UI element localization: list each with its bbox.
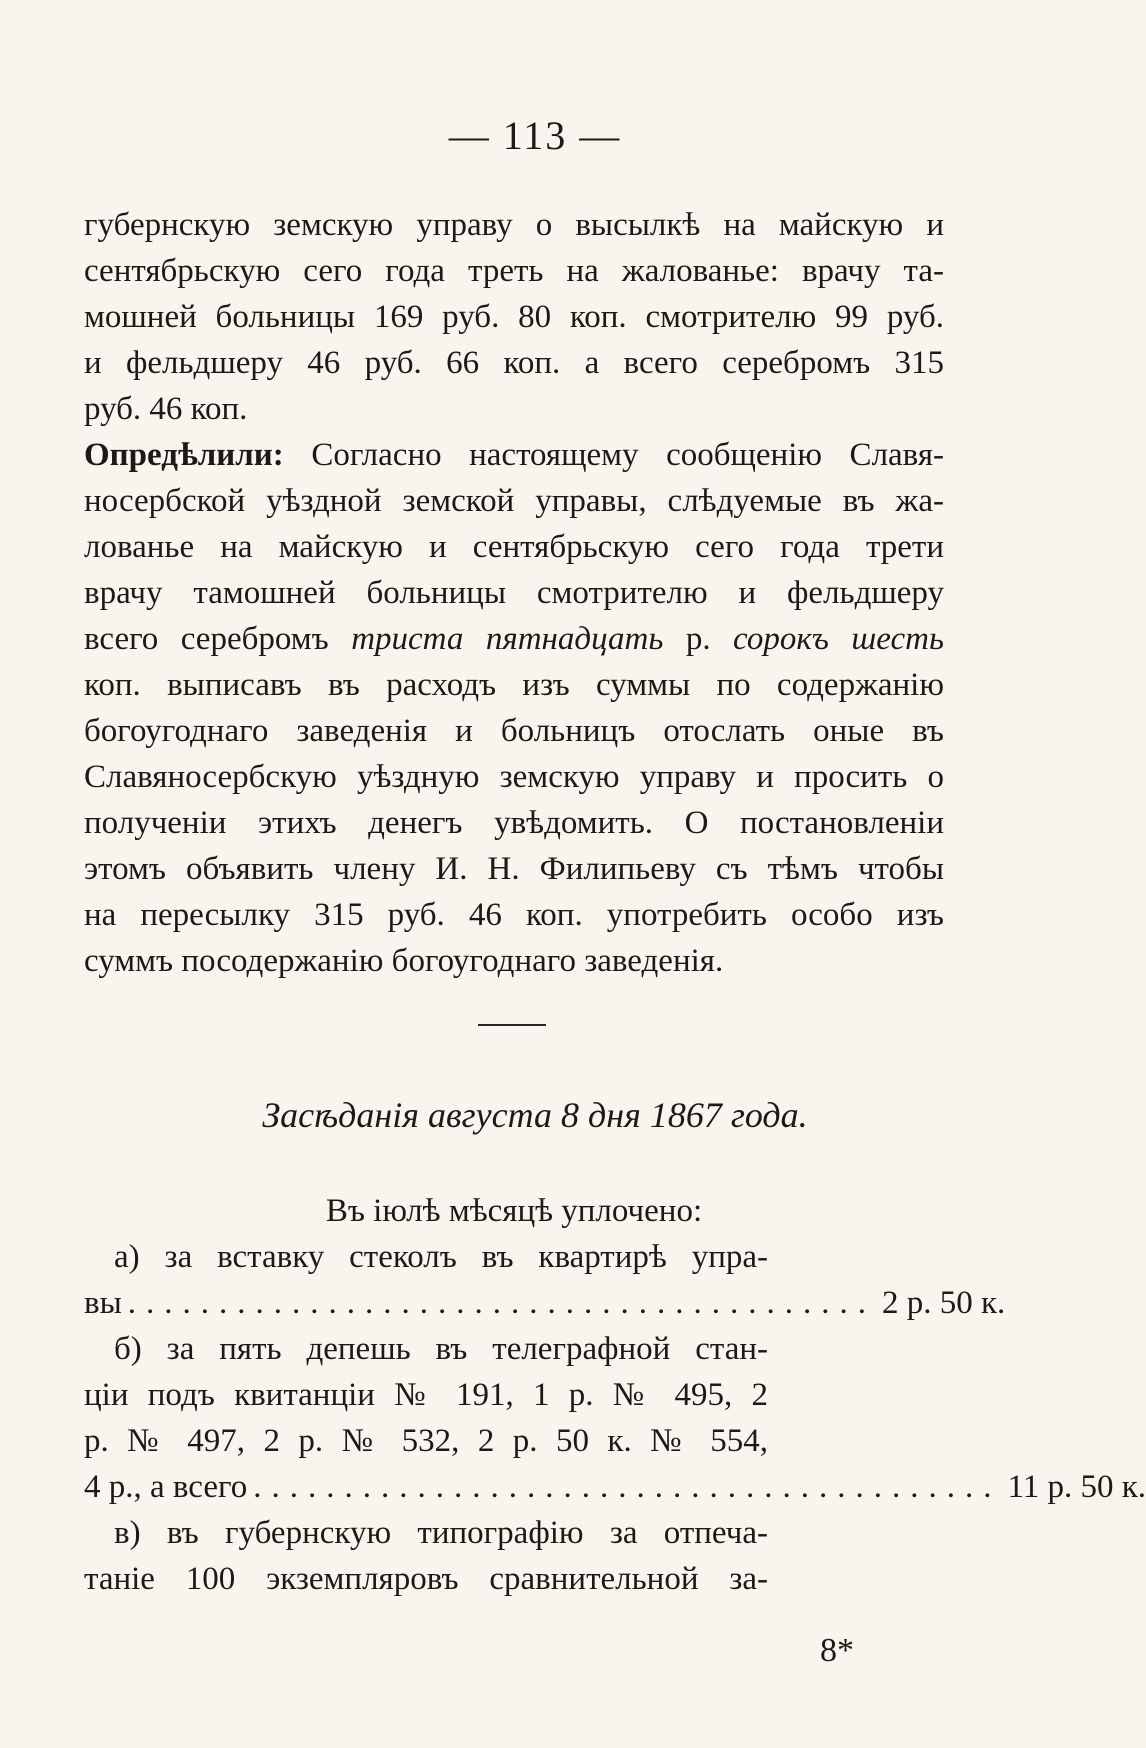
- text-line: Славяносербскую уѣздную земскую управу и просить о: [84, 759, 944, 795]
- text-line: носербской уѣздной земской управы, слѣдуемые въ жа-: [84, 483, 944, 519]
- item-a-line: а) за вставку стеколъ въ квартирѣ упра-: [114, 1239, 768, 1275]
- leader-dots: .........................................: [253, 1469, 1002, 1505]
- item-b-line: р. № 497, 2 р. № 532, 2 р. 50 к. № 554,: [84, 1423, 768, 1459]
- session-heading: Засѣданія августа 8 дня 1867 года.: [262, 1095, 808, 1135]
- text-line: губернскую земскую управу о высылкѣ на майскую и: [84, 207, 944, 243]
- item-c-line: в) въ губернскую типографію за отпеча-: [114, 1515, 768, 1551]
- text-line: коп. выписавъ въ расходъ изъ суммы по содержанію: [84, 667, 944, 703]
- text-line: этомъ объявить члену И. Н. Филипьеву съ тѣмъ чтобы: [84, 851, 944, 887]
- resolution-first-line: [84, 432, 944, 478]
- text-line: на пересылку 315 руб. 46 коп. употребить особо изъ: [84, 897, 944, 933]
- text-line: руб. 46 коп.: [84, 391, 248, 427]
- sum-line: [84, 616, 944, 662]
- item-b-line: ціи подъ квитанціи № 191, 1 р. № 495, 2: [84, 1377, 768, 1413]
- resolution-line-rest: Согласно настоящему сообщенію Славя-: [283, 437, 944, 473]
- body-text-top: [84, 202, 944, 984]
- sum-line-a: всего серебромъ: [84, 621, 352, 657]
- text-line: мошней больницы 169 руб. 80 коп. смотрителю 99 руб.: [84, 299, 944, 335]
- item-b-total-row: [84, 1464, 1146, 1510]
- july-intro: Въ іюлѣ мѣсяцѣ уплочено:: [325, 1193, 703, 1229]
- text-line: суммъ посодержанію богоугоднаго заведенія.: [84, 943, 724, 979]
- item-b-amount: 11 р. 50 к.: [1007, 1469, 1146, 1505]
- section-divider: [478, 1024, 546, 1026]
- text-line: полученіи этихъ денегъ увѣдомить. О постановленіи: [84, 805, 944, 841]
- leader-dots: .........................................: [127, 1285, 877, 1321]
- sum-line-b: р.: [663, 621, 734, 657]
- sum-rubles-words: триста пятнадцать: [351, 621, 664, 657]
- body-text-bottom: [84, 1188, 1146, 1602]
- item-b-line: 4 р., а всего: [84, 1469, 248, 1505]
- resolution-lead: Опредѣлили:: [84, 437, 284, 473]
- item-a-line: вы: [84, 1285, 122, 1321]
- item-b-line: б) за пять депешь въ телеграфной стан-: [114, 1331, 768, 1367]
- text-line: богоугоднаго заведенія и больницъ отослать оные въ: [84, 713, 944, 749]
- text-line: и фельдшеру 46 руб. 66 коп. а всего серебромъ 315: [84, 345, 944, 381]
- item-c-line: таніе 100 экземпляровъ сравнительной за-: [84, 1561, 768, 1597]
- signature-mark: 8*: [820, 1632, 854, 1669]
- sum-kopecks-words: сорокъ шесть: [733, 621, 945, 657]
- item-a-amount: 2 р. 50 к.: [882, 1285, 1006, 1321]
- text-line: лованье на майскую и сентябрьскую сего года трети: [84, 529, 944, 565]
- item-a-total-row: [84, 1280, 1006, 1326]
- text-line: врачу тамошней больницы смотрителю и фельдшеру: [84, 575, 944, 611]
- text-line: сентябрьскую сего года треть на жалованье: врачу та-: [84, 253, 944, 289]
- page-number: — 113 —: [448, 113, 622, 158]
